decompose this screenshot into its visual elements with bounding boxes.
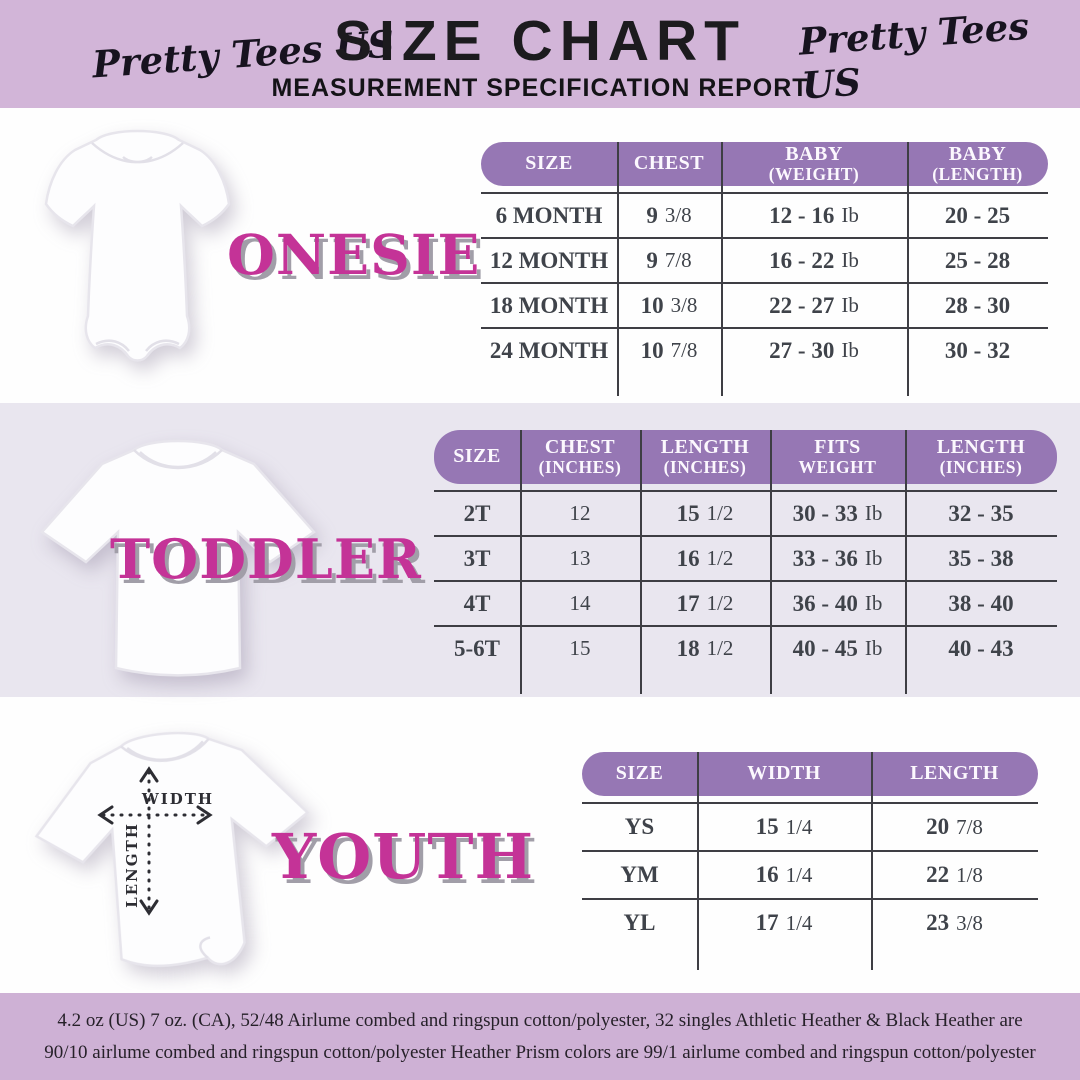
table-cell: 32 - 35 (948, 500, 1014, 526)
page-subtitle: MEASUREMENT SPECIFICATION REPORT (271, 73, 809, 102)
table-cell: 28 - 30 (944, 292, 1011, 318)
table-cell: 30 - 32 (944, 337, 1011, 363)
table-row (434, 580, 1057, 625)
table-row (481, 327, 1048, 372)
table-cell: 10 3/8 (640, 292, 698, 318)
column-header-width: WIDTH (747, 762, 821, 785)
fabric-content-note: 4.2 oz (US) 7 oz. (CA), 52/48 Airlume combed and ringspun cotton/polyester, 32 singles Athletic Heather & Black Heather are 90/10 airlume combed and ringspun cotton/polyester Heather Prism colors are 99/1 airlume combed and ringspun cotton/polyester (44, 1010, 1036, 1064)
table-cell: 27 - 30 Ib (769, 337, 859, 363)
table-cell: 23 3/8 (926, 910, 983, 935)
table-row (434, 535, 1057, 580)
onesie-size-table (481, 142, 1048, 384)
table-row (481, 237, 1048, 282)
table-cell: 18 MONTH (489, 292, 609, 318)
table-cell: 12 - 16 Ib (769, 202, 859, 228)
table-cell: 35 - 38 (948, 545, 1014, 571)
table-row (582, 850, 1038, 898)
column-header-size: SIZE (615, 762, 664, 785)
table-cell: 4T (463, 590, 491, 616)
youth-size-table (582, 752, 1038, 958)
header-title-block (240, 9, 840, 103)
table-cell: 18 1/2 (676, 635, 734, 661)
table-row (434, 490, 1057, 535)
table-cell: 33 - 36 Ib (792, 545, 883, 571)
table-header-row (582, 752, 1038, 796)
onesie-title: ONESIE (227, 222, 481, 287)
table-cell: 12 (569, 501, 591, 525)
table-cell: 3T (463, 545, 491, 571)
table-cell: 5-6T (454, 635, 500, 661)
table-cell: 16 - 22 Ib (769, 247, 859, 273)
table-cell: 10 7/8 (640, 337, 698, 363)
table-cell: 13 (569, 546, 591, 570)
table-row (434, 625, 1057, 670)
column-header-baby-length: BABY (LENGTH) (932, 142, 1023, 185)
width-arrow-label: WIDTH (141, 790, 215, 808)
page-title: SIZE CHART (334, 9, 746, 73)
column-header-baby-weight: BABY (WEIGHT) (768, 142, 860, 185)
table-cell: YS (624, 814, 655, 839)
column-header-length: LENGTH (910, 762, 999, 785)
column-header-chest: CHEST (633, 152, 705, 175)
table-cell: 40 - 43 (948, 635, 1014, 661)
table-cell: YM (620, 862, 659, 887)
toddler-size-table (434, 430, 1057, 682)
length-arrow-label: LENGTH (123, 822, 141, 908)
column-header-size: SIZE (453, 445, 501, 468)
table-cell: 2T (463, 500, 491, 526)
table-cell: 24 MONTH (489, 337, 609, 363)
table-cell: 20 7/8 (926, 814, 983, 839)
table-cell: YL (623, 910, 656, 935)
table-cell: 9 7/8 (646, 247, 692, 273)
column-header-chest: CHEST (INCHES) (538, 435, 622, 478)
table-cell: 16 1/2 (676, 545, 734, 571)
toddler-title: TODDLER (110, 527, 422, 591)
table-row (481, 282, 1048, 327)
table-row (582, 898, 1038, 946)
brand-script-left: Pretty Tees US (90, 21, 396, 87)
table-cell: 16 1/4 (755, 862, 813, 887)
brand-script-right: Pretty Tees US (797, 3, 1031, 108)
table-cell: 22 - 27 Ib (769, 292, 859, 318)
table-cell: 9 3/8 (646, 202, 692, 228)
table-cell: 15 (569, 636, 591, 660)
column-header-fits-weight: FITS WEIGHT (798, 435, 877, 478)
table-cell: 15 1/4 (755, 814, 813, 839)
column-header-length: LENGTH (INCHES) (660, 435, 750, 478)
table-cell: 40 - 45 Ib (792, 635, 883, 661)
column-header-length2: LENGTH (INCHES) (936, 435, 1026, 478)
table-cell: 20 - 25 (944, 202, 1011, 228)
column-header-size: SIZE (525, 152, 573, 175)
youth-title: YOUTH (272, 820, 535, 893)
onesie-image (30, 118, 245, 376)
table-cell: 17 1/2 (676, 590, 734, 616)
table-cell: 30 - 33 Ib (792, 500, 883, 526)
table-cell: 22 1/8 (926, 862, 983, 887)
table-cell: 14 (569, 591, 591, 615)
table-cell: 6 MONTH (495, 202, 603, 228)
table-cell: 36 - 40 Ib (792, 590, 883, 616)
table-row (582, 802, 1038, 850)
table-cell: 17 1/4 (755, 910, 813, 935)
table-cell: 25 - 28 (944, 247, 1011, 273)
table-row (481, 192, 1048, 237)
table-header-row (434, 430, 1057, 484)
table-cell: 15 1/2 (676, 500, 734, 526)
table-header-row (481, 142, 1048, 186)
table-cell: 38 - 40 (948, 590, 1014, 616)
table-cell: 12 MONTH (489, 247, 609, 273)
